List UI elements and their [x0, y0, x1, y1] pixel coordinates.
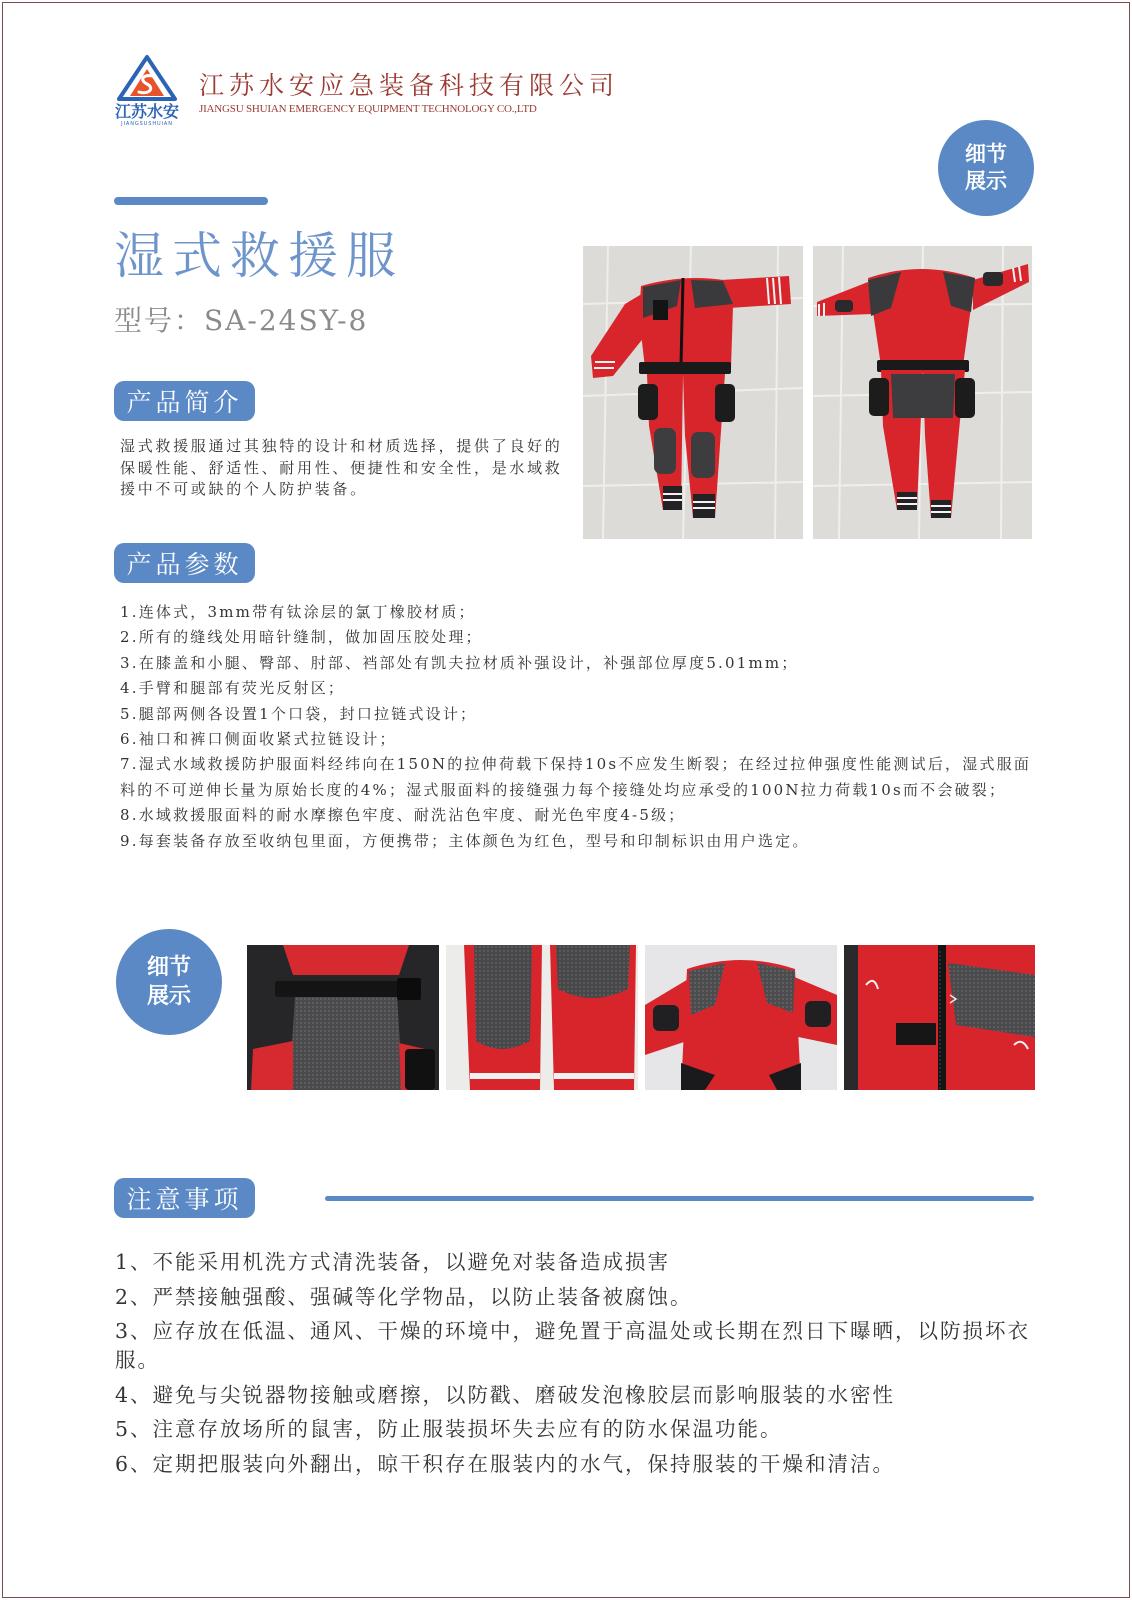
detail-photo-seat — [247, 945, 439, 1090]
notes-divider-line — [325, 1196, 1034, 1201]
note-item: 3、应存放在低温、通风、干燥的环境中，避免置于高温处或长期在烈日下曝晒，以防损坏衣服。 — [115, 1319, 1031, 1372]
section-badge-params: 产品参数 — [114, 543, 255, 583]
detail-badge — [116, 929, 222, 1035]
param-item: 9.每套装备存放至收纳包里面，方便携带；主体颜色为红色，型号和印制标识由用户选定。 — [120, 831, 810, 850]
param-item: 1.连体式，3mm带有钛涂层的氯丁橡胶材质； — [120, 603, 476, 621]
detail-badge-top — [938, 120, 1034, 216]
param-item: 7.湿式水域救援防护服面料经纬向在150N的拉伸荷载下保持10s不应发生断裂；在经过拉伸强度性能测试后，湿式服面料的不可逆伸长量为原始长度的4%；湿式服面料的接缝强力每个接缝处均应承受的100N拉力荷载10s而不会破裂； — [120, 755, 1032, 799]
section-badge-notes: 注意事项 — [114, 1178, 255, 1218]
company-name-en: JIANGSU SHUIAN EMERGENCY EQUIPMENT TECHNOLOGY CO.,LTD — [199, 103, 537, 115]
logo-text: 江苏水安 — [114, 102, 179, 121]
note-item: 5、注意存放场所的鼠害，防止服装损坏失去应有的防水保温功能。 — [115, 1417, 783, 1441]
param-item: 3.在膝盖和小腿、臀部、肘部、裆部处有凯夫拉材质补强设计，补强部位厚度5.01mm； — [120, 653, 799, 672]
product-model: 型号：SA-24SY-8 — [114, 304, 369, 337]
params-list — [120, 600, 1045, 854]
logo-mark-icon — [115, 54, 179, 102]
param-item: 6.袖口和裤口侧面收紧式拉链设计； — [120, 730, 397, 749]
detail-badge-line2: 展示 — [965, 169, 1007, 193]
title-accent-bar — [114, 197, 268, 205]
detail-photo-knees — [446, 945, 638, 1090]
detail-badge-line1: 细节 — [965, 142, 1007, 166]
product-photo-front — [583, 246, 803, 539]
detail-photo-chest — [844, 945, 1035, 1090]
company-name-cn: 江苏水安应急装备科技有限公司 — [199, 71, 620, 100]
detail-badge-line1: 细节 — [146, 955, 191, 980]
product-photo-back — [813, 246, 1032, 539]
note-item: 2、严禁接触强酸、强碱等化学物品，以防止装备被腐蚀。 — [115, 1284, 693, 1309]
param-item: 5.腿部两侧各设置1个口袋，封口拉链式设计； — [120, 704, 478, 723]
logo-subtext: JIANGSUSHUIAN — [121, 121, 173, 127]
param-item: 8.水域救援服面料的耐水摩擦色牢度、耐洗沾色牢度、耐光色牢度4-5级； — [120, 806, 686, 825]
note-item: 4、避免与尖锐器物接触或磨擦，以防戳、磨破发泡橡胶层而影响服装的水密性 — [115, 1382, 896, 1407]
product-title: 湿式救援服 — [114, 227, 404, 285]
intro-paragraph: 湿式救援服通过其独特的设计和材质选择，提供了良好的保暖性能、舒适性、耐用性、便捷性和安全性，是水域救援中不可或缺的个人防护装备。 — [120, 437, 563, 498]
param-item: 2.所有的缝线处用暗针缝制，做加固压胶处理； — [120, 628, 483, 647]
detail-badge-line2: 展示 — [146, 984, 191, 1009]
section-badge-intro: 产品简介 — [114, 381, 255, 421]
param-item: 4.手臂和腿部有荧光反射区； — [120, 679, 346, 698]
note-item: 6、定期把服装向外翻出，晾干积存在服装内的水气，保持服装的干燥和清洁。 — [115, 1451, 896, 1476]
notes-list — [115, 1248, 1040, 1484]
note-item: 1、不能采用机洗方式清洗装备，以避免对装备造成损害 — [115, 1250, 671, 1274]
company-logo — [108, 54, 186, 136]
detail-photo-back — [645, 945, 837, 1090]
